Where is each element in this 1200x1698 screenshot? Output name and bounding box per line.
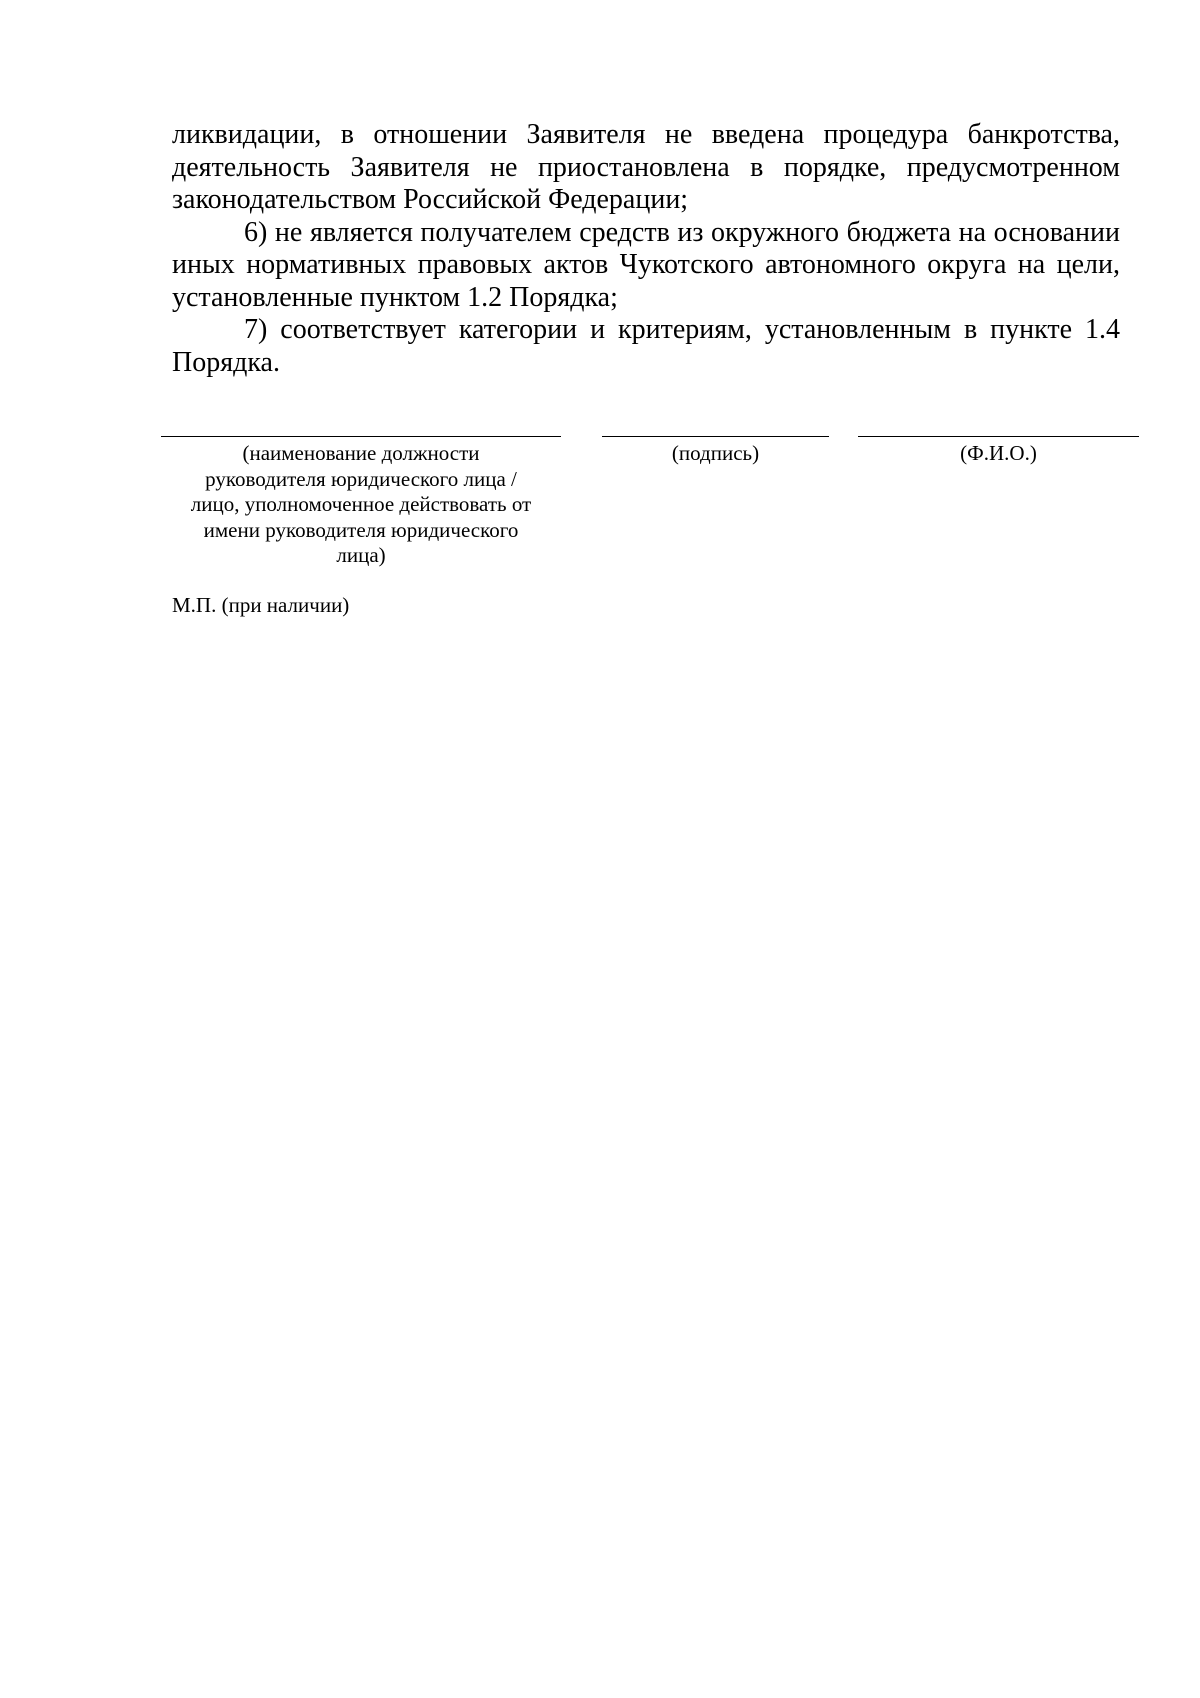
- paragraph-item-6: 6) не является получателем средств из окружного бюджета на основании иных нормативных правовых актов Чукотского автономного округа на цели, установленные пунктом 1.2 Порядка;: [172, 216, 1120, 313]
- stamp-note: М.П. (при наличии): [172, 593, 350, 617]
- position-caption-line: лицо, уполномоченное действовать от: [190, 492, 532, 516]
- name-signature-line: [858, 436, 1139, 437]
- signature-caption: (подпись): [671, 441, 760, 465]
- position-caption-line: (наименование должности: [242, 441, 480, 465]
- position-signature-line: [161, 436, 561, 437]
- document-body: [172, 119, 1120, 379]
- position-caption-line: имени руководителя юридического: [203, 517, 519, 542]
- paragraph-item-7: 7) соответствует категории и критериям, установленным в пункте 1.4 Порядка.: [172, 314, 1120, 378]
- signature-line: [602, 436, 829, 437]
- position-caption: [161, 441, 561, 569]
- position-caption-line: руководителя юридического лица /: [205, 466, 517, 491]
- name-caption: (Ф.И.О.): [960, 441, 1037, 465]
- paragraph-liquidation: ликвидации, в отношении Заявителя не введена процедура банкротства, деятельность Заявителя не приостановлена в порядке, предусмотренном законодательством Российской Федерации;: [172, 119, 1120, 215]
- position-caption-line: лица): [336, 543, 386, 567]
